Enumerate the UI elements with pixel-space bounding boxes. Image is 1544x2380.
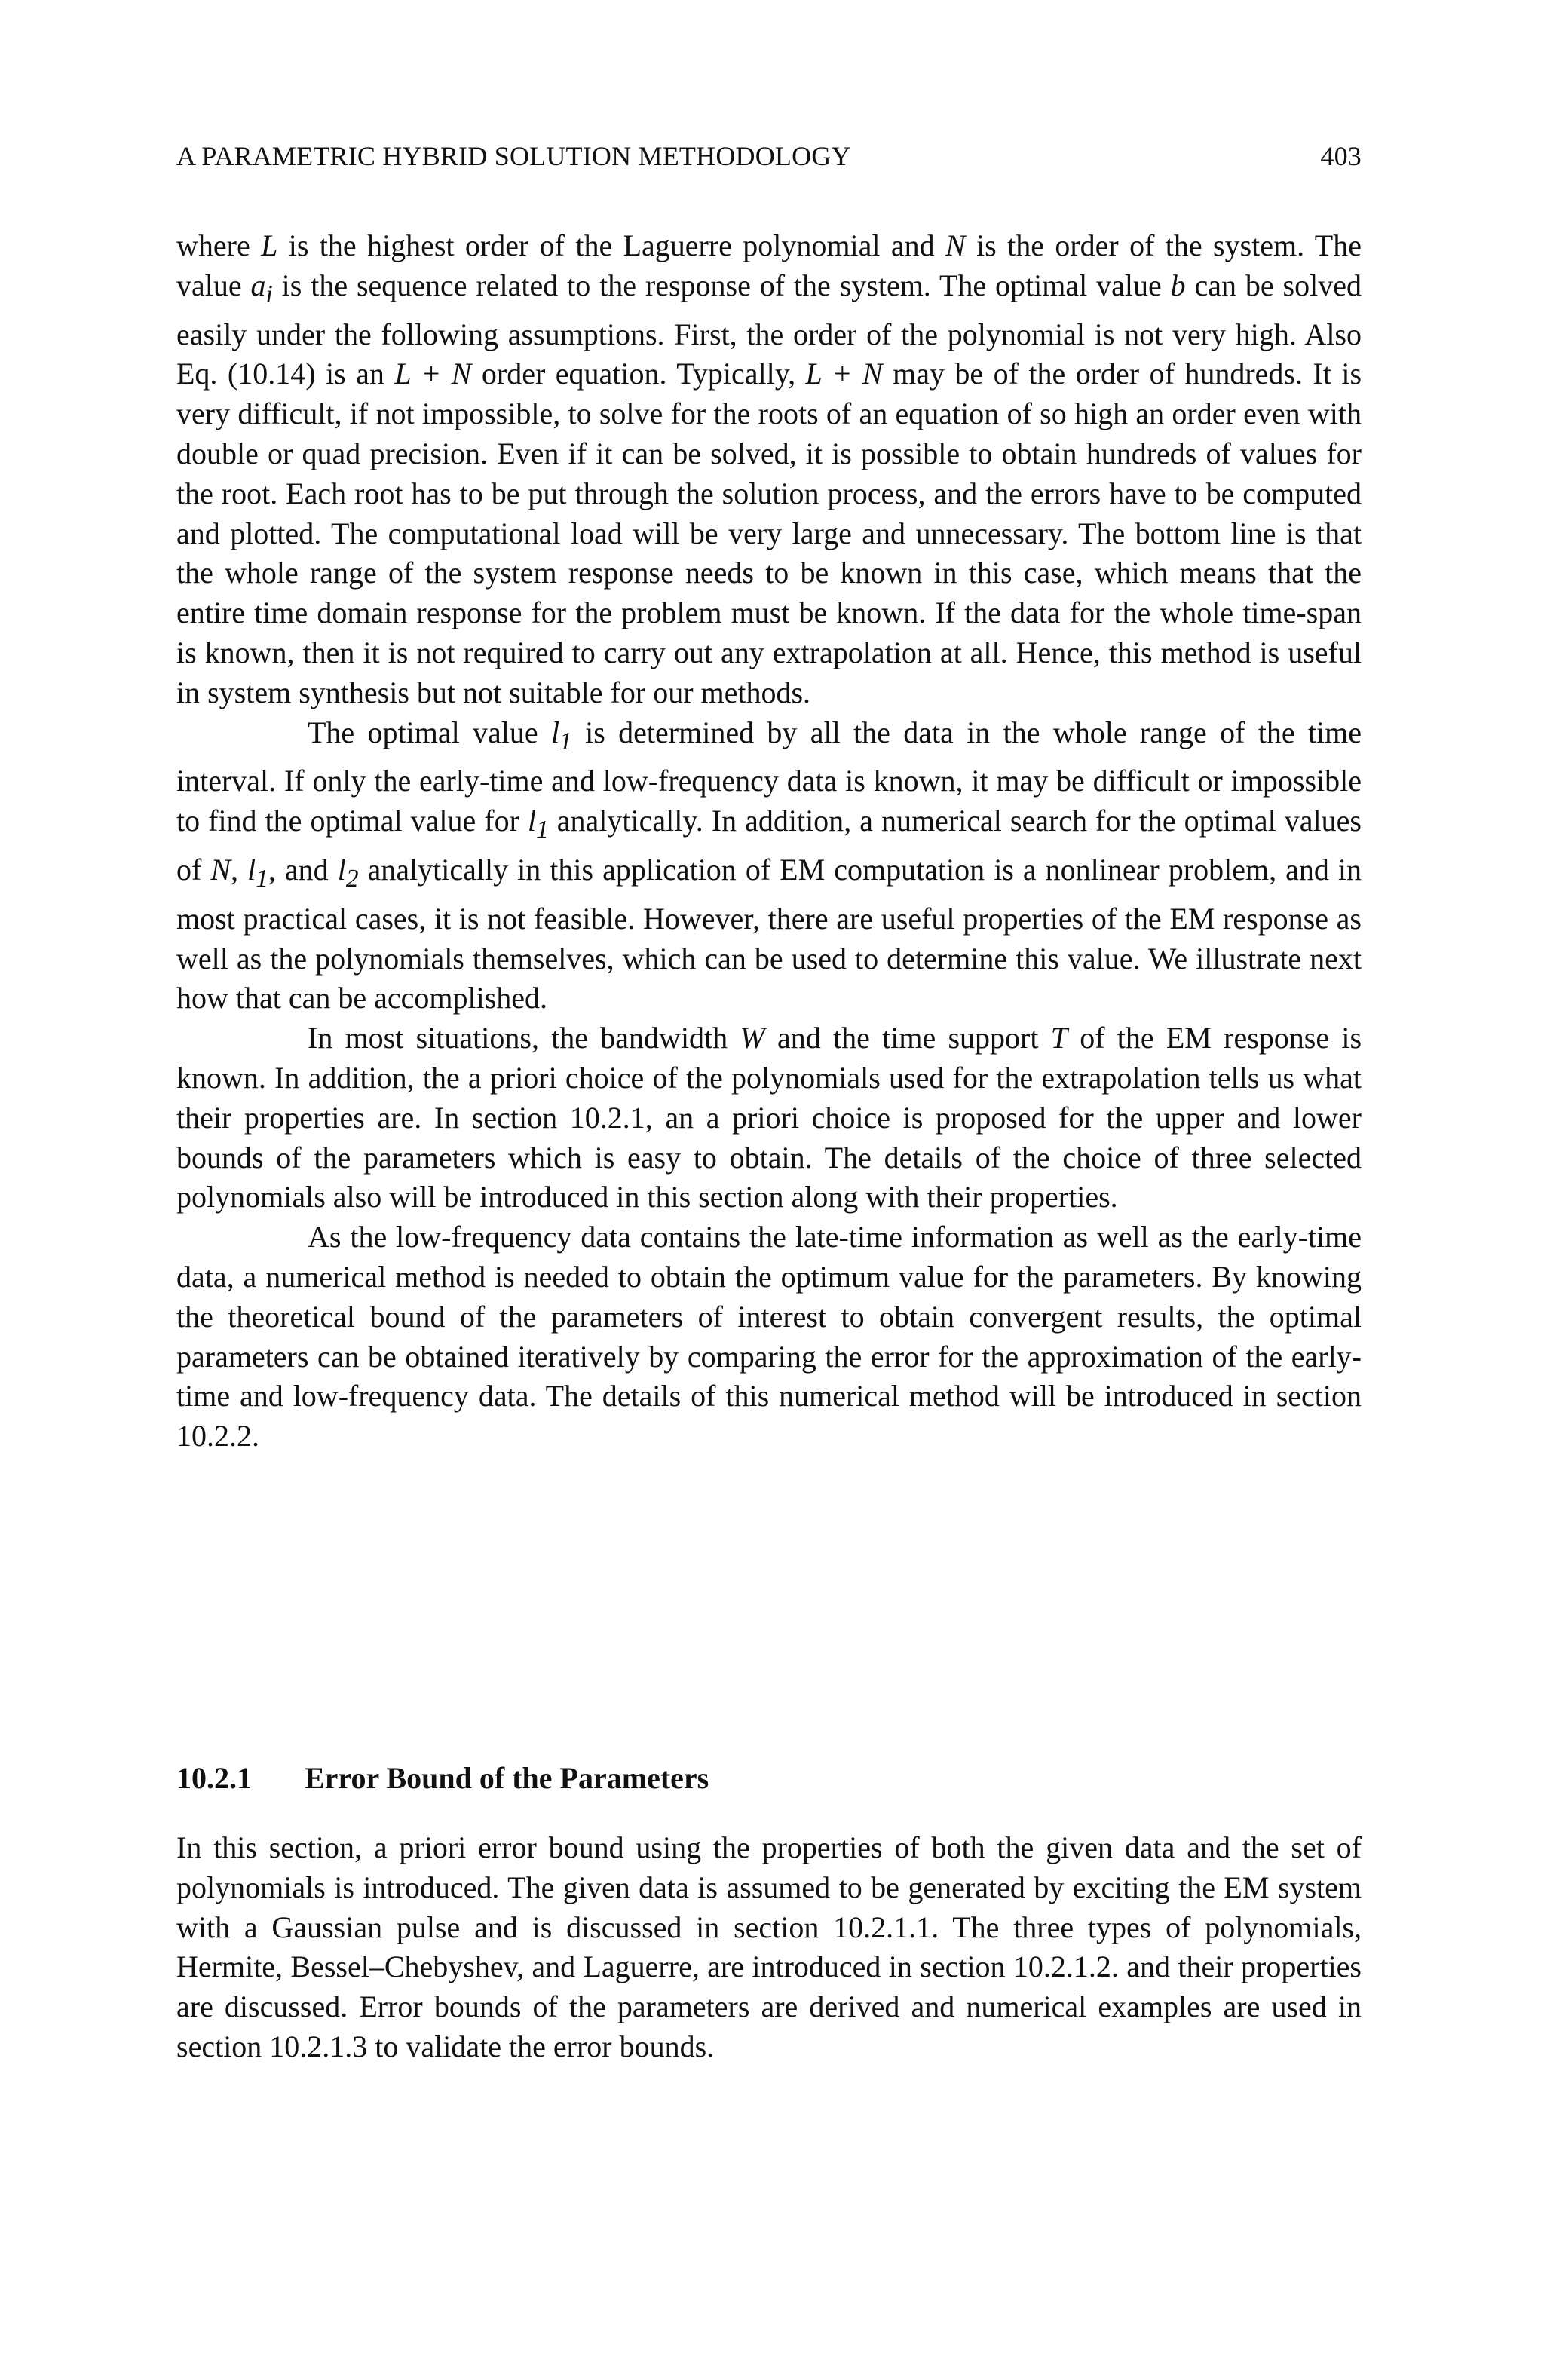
math-symbol: l [551,715,560,749]
section-body [176,1828,1362,2067]
text: where [176,228,262,262]
text: is determined by all the data in the whole range of the time interval. If only the early-time and low-frequency data is known, it may be difficult or impossible to find the optimal value for [176,715,1362,838]
text: analytically. In addition, a numerical search for the optimal values of [176,804,1362,887]
math-L-plus-N: L + N [394,357,472,391]
math-l2 [337,852,359,893]
math-subscript: 1 [559,727,572,755]
math-symbol: a [250,268,266,302]
math-a-i [250,268,273,308]
text: can be solved easily under the following assumptions. First, the order of the polynomial is not very high. Also Eq. (10.14) is an [176,268,1362,391]
text: order equation. Typically, [471,357,806,391]
math-subscript: i [265,280,273,308]
math-subscript: 1 [536,816,549,844]
running-head [176,140,1362,178]
paragraph-2 [176,713,1362,1019]
text: is the sequence related to the response of the system. The optimal value [272,268,1171,302]
page-number: 403 [1320,141,1362,171]
section-title: Error Bound of the Parameters [305,1761,709,1795]
math-l1 [527,804,549,844]
text: is the order of the system. The value [176,228,1362,302]
text: In most situations, the bandwidth [308,1021,740,1055]
math-T: T [1050,1021,1068,1055]
section-heading [176,1759,1362,1798]
text: The optimal value [308,715,552,749]
text: analytically in this application of EM computation is a nonlinear problem, and in most practical cases, it is not feasible. However, there are useful properties of the EM response as well as the polynomials themselves, which can be used to determine this value. We illustrate next how that can be accomplished. [176,852,1362,1015]
running-title: A PARAMETRIC HYBRID SOLUTION METHODOLOGY [176,141,851,171]
math-symbol: l [247,852,256,887]
math-subscript: 1 [256,864,268,893]
math-symbol: l [527,804,537,838]
text: is the highest order of the Laguerre polynomial and [277,228,946,262]
section-paragraph: In this section, a priori error bound using the properties of both the given data and the set of polynomials is introduced. The given data is assumed to be generated by exciting the EM system with a Gaussian pulse and is discussed in section 10.2.1.1. The three types of polynomials, Hermite, Bessel–Chebyshev, and Laguerre, are introduced in section 10.2.1.2. and their properties are discussed. Error bounds of the parameters are derived and numerical examples are used in section 10.2.1.3 to validate the error bounds. [176,1830,1362,2063]
math-l1 [551,715,572,755]
paragraph-4: As the low-frequency data contains the late-time information as well as the early-time data, a numerical method is needed to obtain the optimum value for the parameters. By knowing the theoretical bound of the parameters of interest to obtain convergent results, the optimal parameters can be obtained iteratively by comparing the error for the approximation of the early-time and low-frequency data. The details of this numerical method will be introduced in section 10.2.2. [176,1220,1362,1453]
body-text [176,226,1362,1456]
text: of the EM response is known. In addition, the a priori choice of the polynomials used for the extrapolation tells us what their properties are. In section 10.2.1, an a priori choice is proposed for the upper and lower bounds of the parameters which is easy to obtain. The details of the choice of three selected polynomials also will be introduced in this section along with their properties. [176,1021,1362,1215]
math-symbol: l [337,852,346,887]
math-L: L [261,228,278,262]
text: and the time support [764,1021,1051,1055]
math-b: b [1170,268,1186,302]
math-L-plus-N: L + N [805,357,883,391]
math-W: W [740,1021,765,1055]
math-N: N [210,852,231,887]
section-number: 10.2.1 [176,1761,252,1795]
math-N: N [945,228,966,262]
math-subscript: 2 [345,864,359,893]
math-l1 [247,852,268,893]
text: may be of the order of hundreds. It is very difficult, if not impossible, to solve for the roots of an equation of so high an order even with double or quad precision. Even if it can be solved, it is possible to obtain hundreds of values for the root. Each root has to be put through the solution process, and the errors have to be computed and plotted. The computational load will be very large and unnecessary. The bottom line is that the whole range of the system response needs to be known in this case, which means that the entire time domain response for the problem must be known. If the data for the whole time-span is known, then it is not required to carry out any extrapolation at all. Hence, this method is useful in system synthesis but not suitable for our methods. [176,357,1362,709]
text: , [231,852,248,887]
text: , and [268,852,338,887]
paragraph-3 [176,1018,1362,1218]
paragraph-1 [176,226,1362,713]
